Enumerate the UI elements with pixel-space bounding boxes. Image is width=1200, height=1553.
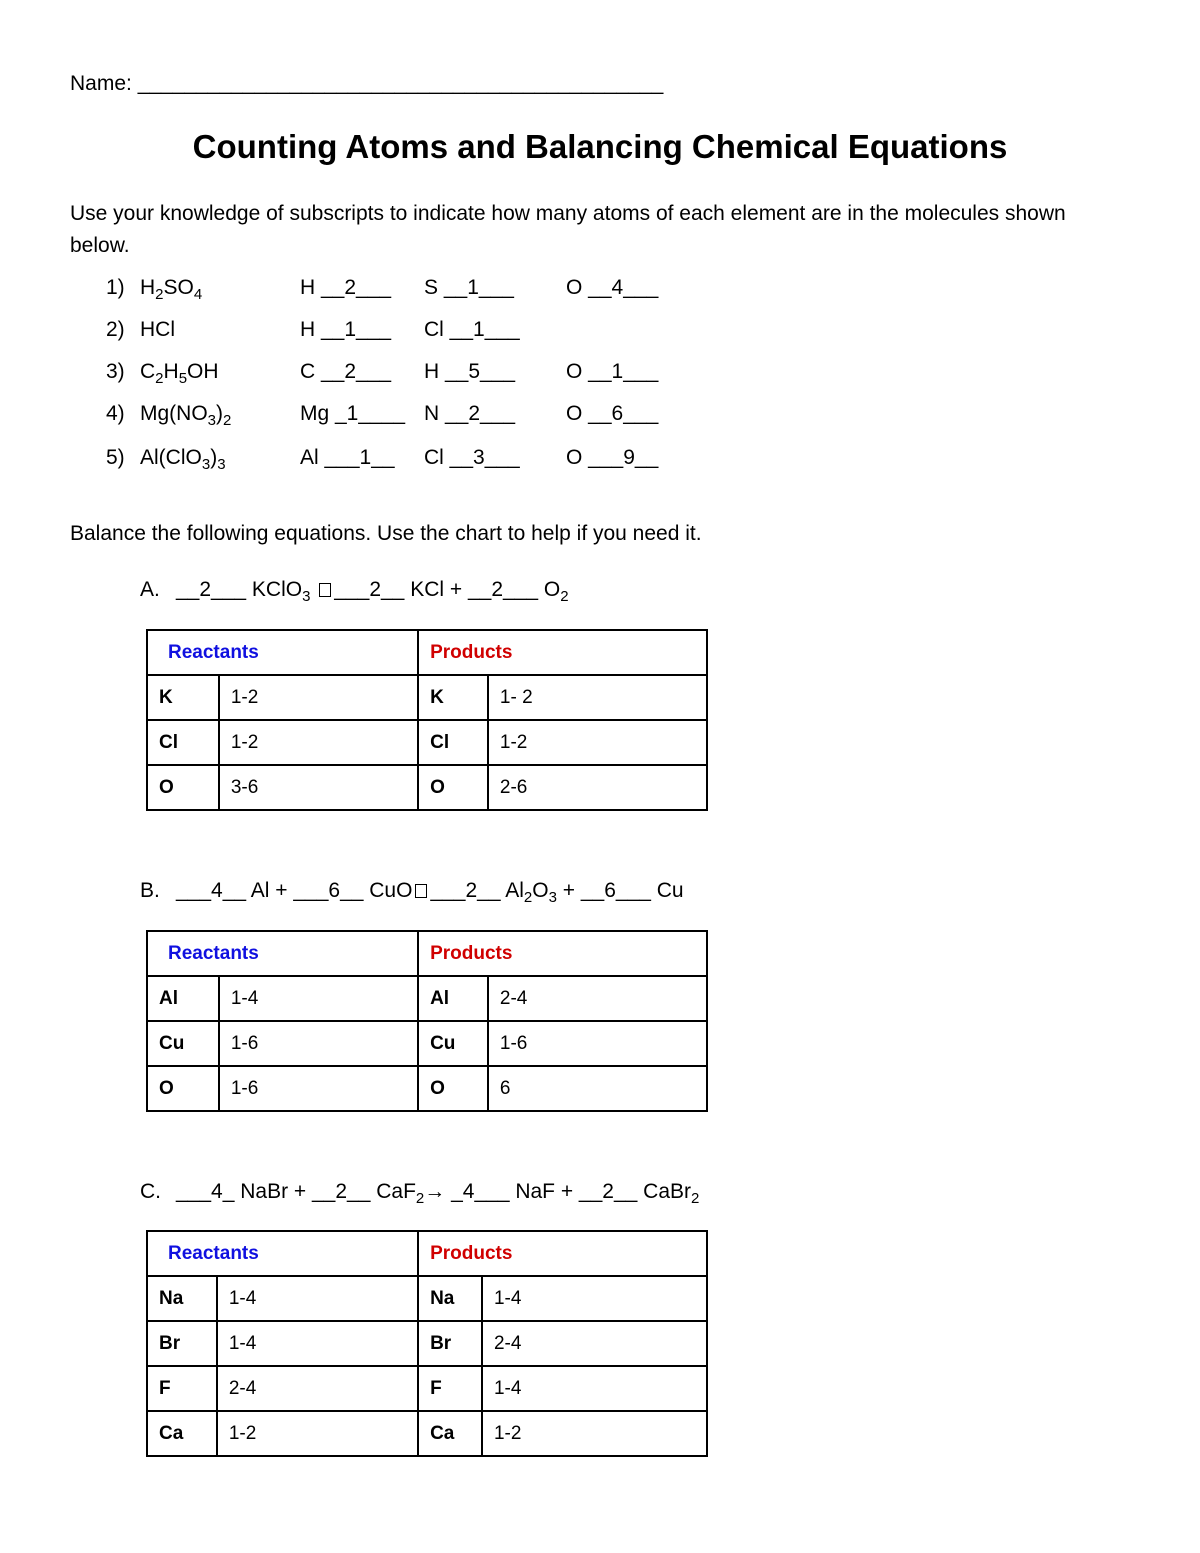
counting-instructions: Use your knowledge of subscripts to indicate how many atoms of each element are in the molecules shown below. bbox=[70, 202, 1066, 257]
product-element: K bbox=[418, 675, 488, 720]
reactant-count[interactable]: 1-4 bbox=[217, 1276, 418, 1321]
table-row bbox=[147, 765, 707, 810]
reactant-count[interactable]: 3-6 bbox=[219, 765, 418, 810]
product-element: Ca bbox=[418, 1411, 482, 1456]
table-header-row bbox=[147, 630, 707, 675]
answer-h[interactable]: H __5___ bbox=[424, 360, 516, 383]
reactant-element: O bbox=[147, 765, 219, 810]
reactant-element: F bbox=[147, 1366, 217, 1411]
table-row bbox=[147, 1411, 707, 1456]
product-element: Cl bbox=[418, 720, 488, 765]
item-number: 4) bbox=[106, 402, 125, 425]
answer-o[interactable]: O __6___ bbox=[566, 402, 659, 425]
reactant-element: Cl bbox=[147, 720, 219, 765]
equation-c: C. ___4_ NaBr + __2__ CaF$_2$→ _4___ NaF + __2__ CaBr$_2$ bbox=[140, 1180, 700, 1207]
product-count[interactable]: 1- 2 bbox=[488, 675, 707, 720]
equation-label: B. bbox=[140, 879, 160, 902]
answer-n[interactable]: N __2___ bbox=[424, 402, 516, 425]
name-blank[interactable]: _____________________________________________ bbox=[137, 72, 664, 95]
product-element: O bbox=[418, 765, 488, 810]
equation-b: B. ___4__ Al + ___6__ CuO ___2__ $Al_2O_3$ + __6___ Cu bbox=[140, 879, 684, 906]
equation-label: C. bbox=[140, 1180, 161, 1203]
atom-chart-c bbox=[146, 1230, 708, 1457]
item-number: 1) bbox=[106, 276, 125, 299]
answer-o[interactable]: O __1___ bbox=[566, 360, 659, 383]
product-element: Na bbox=[418, 1276, 482, 1321]
reactants-header: Reactants bbox=[147, 1231, 418, 1276]
reaction-arrow-icon bbox=[319, 583, 331, 597]
table-row bbox=[147, 1021, 707, 1066]
reactant-count[interactable]: 1-2 bbox=[219, 720, 418, 765]
table-row bbox=[147, 1276, 707, 1321]
equation-label: A. bbox=[140, 578, 160, 601]
answer-o[interactable]: O __4___ bbox=[566, 276, 659, 299]
formula: $C_2H_5OH$ bbox=[140, 360, 219, 387]
atom-chart-a bbox=[146, 629, 708, 811]
answer-o[interactable]: O ___9__ bbox=[566, 446, 659, 469]
product-element: Al bbox=[418, 976, 488, 1021]
table-row bbox=[147, 1066, 707, 1111]
product-element: Cu bbox=[418, 1021, 488, 1066]
balancing-instructions: Balance the following equations. Use the chart to help if you need it. bbox=[70, 522, 702, 545]
product-element: F bbox=[418, 1366, 482, 1411]
product-count[interactable]: 1-2 bbox=[488, 720, 707, 765]
item-number: 3) bbox=[106, 360, 125, 383]
product-element: Br bbox=[418, 1321, 482, 1366]
table-header-row bbox=[147, 1231, 707, 1276]
product-element: O bbox=[418, 1066, 488, 1111]
product-count[interactable]: 2-4 bbox=[482, 1321, 707, 1366]
reactant-count[interactable]: 1-6 bbox=[219, 1021, 418, 1066]
formula: $Mg(NO_3)_2$ bbox=[140, 402, 232, 429]
name-label: Name: bbox=[70, 72, 138, 95]
answer-al[interactable]: Al ___1__ bbox=[300, 446, 395, 469]
product-count[interactable]: 2-4 bbox=[488, 976, 707, 1021]
formula: HCl bbox=[140, 318, 175, 341]
equation-a: A. __2___ KClO$_3$ ___2__ KCl + __2___ $O_2$ bbox=[140, 578, 569, 605]
reactants-header: Reactants bbox=[147, 931, 418, 976]
reactant-count[interactable]: 2-4 bbox=[217, 1366, 418, 1411]
products-header: Products bbox=[418, 931, 707, 976]
name-field[interactable] bbox=[70, 72, 663, 96]
table-row bbox=[147, 1366, 707, 1411]
answer-mg[interactable]: Mg _1____ bbox=[300, 402, 406, 425]
answer-cl[interactable]: Cl __3___ bbox=[424, 446, 520, 469]
products-header: Products bbox=[418, 630, 707, 675]
reactant-element: Cu bbox=[147, 1021, 219, 1066]
reactant-count[interactable]: 1-4 bbox=[219, 976, 418, 1021]
products-header: Products bbox=[418, 1231, 707, 1276]
table-row bbox=[147, 720, 707, 765]
reactant-count[interactable]: 1-4 bbox=[217, 1321, 418, 1366]
formula: $Al(ClO_3)_3$ bbox=[140, 446, 226, 473]
reactant-count[interactable]: 1-6 bbox=[219, 1066, 418, 1111]
reactant-element: K bbox=[147, 675, 219, 720]
item-number: 2) bbox=[106, 318, 125, 341]
reactant-count[interactable]: 1-2 bbox=[217, 1411, 418, 1456]
table-row bbox=[147, 675, 707, 720]
atom-chart-b bbox=[146, 930, 708, 1112]
formula: $H_2SO_4$ bbox=[140, 276, 203, 303]
answer-h[interactable]: H __2___ bbox=[300, 276, 392, 299]
page-title: Counting Atoms and Balancing Chemical Equations bbox=[192, 128, 1008, 165]
reactant-element: Ca bbox=[147, 1411, 217, 1456]
reactant-element: Br bbox=[147, 1321, 217, 1366]
reactant-element: Al bbox=[147, 976, 219, 1021]
product-count[interactable]: 1-4 bbox=[482, 1366, 707, 1411]
answer-h[interactable]: H __1___ bbox=[300, 318, 392, 341]
answer-c[interactable]: C __2___ bbox=[300, 360, 392, 383]
reactant-element: O bbox=[147, 1066, 219, 1111]
reactant-count[interactable]: 1-2 bbox=[219, 675, 418, 720]
reactant-element: Na bbox=[147, 1276, 217, 1321]
answer-cl[interactable]: Cl __1___ bbox=[424, 318, 520, 341]
product-count[interactable]: 6 bbox=[488, 1066, 707, 1111]
product-count[interactable]: 1-2 bbox=[482, 1411, 707, 1456]
product-count[interactable]: 1-4 bbox=[482, 1276, 707, 1321]
table-row bbox=[147, 1321, 707, 1366]
product-count[interactable]: 2-6 bbox=[488, 765, 707, 810]
table-row bbox=[147, 976, 707, 1021]
answer-s[interactable]: S __1___ bbox=[424, 276, 514, 299]
product-count[interactable]: 1-6 bbox=[488, 1021, 707, 1066]
reaction-arrow-icon bbox=[415, 884, 427, 898]
reactants-header: Reactants bbox=[147, 630, 418, 675]
item-number: 5) bbox=[106, 446, 125, 469]
table-header-row bbox=[147, 931, 707, 976]
